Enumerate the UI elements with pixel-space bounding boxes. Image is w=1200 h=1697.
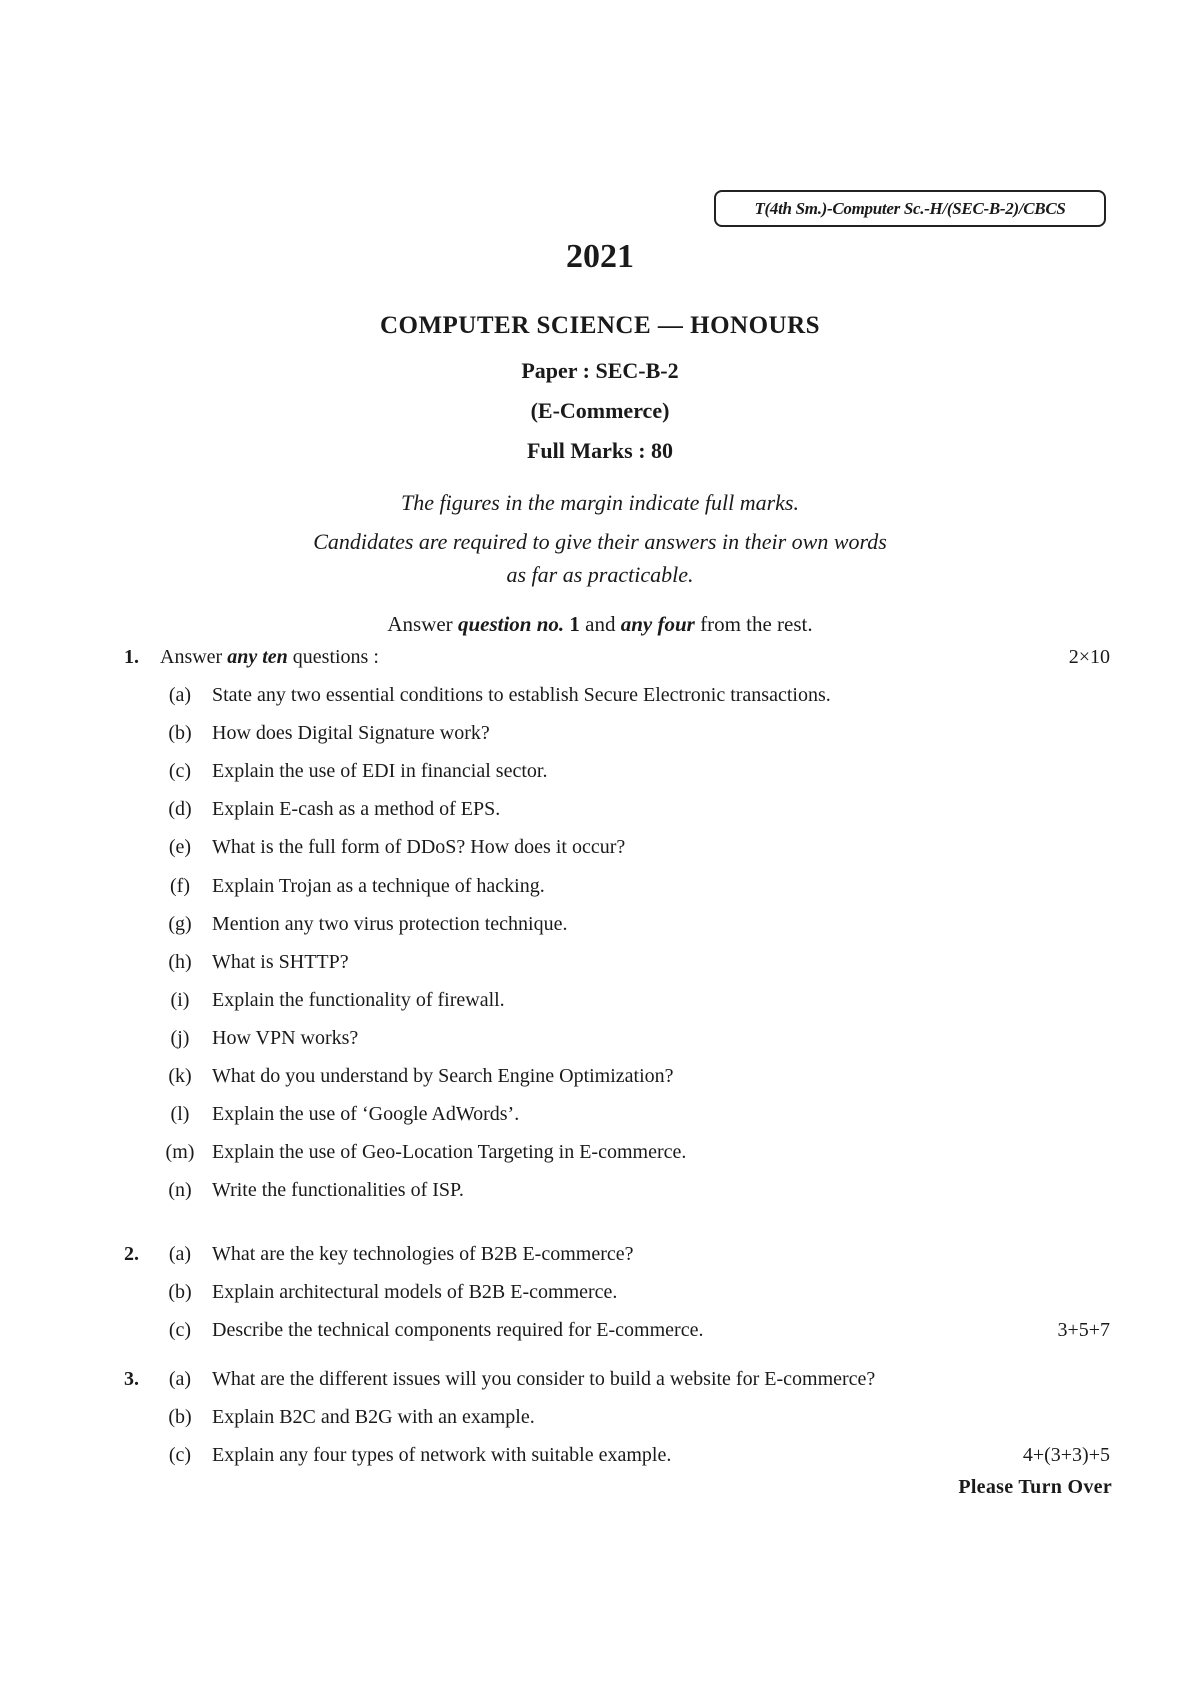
question-2-marks: 3+5+7 xyxy=(1057,1319,1110,1341)
sub-question-label: (m) xyxy=(165,1141,195,1164)
question-1-stem: Answer any ten questions : xyxy=(160,646,379,668)
sub-question-text: Mention any two virus protection technique. xyxy=(212,912,568,935)
sub-question-text: Explain Trojan as a technique of hacking. xyxy=(212,874,545,897)
sub-question-text: What are the different issues will you consider to build a website for E-commerce? xyxy=(212,1368,876,1390)
full-marks: Full Marks : 80 xyxy=(526,438,674,463)
course-name: (E-Commerce) xyxy=(530,398,670,423)
sub-question-text: Explain the use of ‘Google AdWords’. xyxy=(212,1103,520,1126)
sub-question-label: (a) xyxy=(168,1243,192,1265)
sub-question-text: Explain any four types of network with suitable example. xyxy=(212,1444,672,1467)
sub-question-label: (b) xyxy=(168,722,192,745)
paper-code: T(4th Sm.)-Computer Sc.-H/(SEC-B-2)/CBCS xyxy=(754,198,1066,218)
subject-title: COMPUTER SCIENCE — HONOURS xyxy=(379,312,821,339)
question-3-marks: 4+(3+3)+5 xyxy=(1022,1444,1110,1466)
sub-question-text: Explain architectural models of B2B E-commerce. xyxy=(212,1281,618,1304)
sub-question-label: (n) xyxy=(168,1179,192,1202)
sub-question-text: Explain the use of EDI in financial sector. xyxy=(212,760,548,783)
sub-question-text: Explain the use of Geo-Location Targeting in E-commerce. xyxy=(212,1141,687,1164)
question-1-number: 1. xyxy=(124,646,139,668)
sub-question-label: (f) xyxy=(170,874,190,897)
sub-question-text: State any two essential conditions to establish Secure Electronic transactions. xyxy=(212,684,831,706)
sub-question-label: (i) xyxy=(170,988,190,1011)
paper-name: Paper : SEC-B-2 xyxy=(521,358,679,383)
note-line-3: as far as practicable. xyxy=(506,562,694,587)
exam-year: 2021 xyxy=(566,238,634,275)
answer-instruction: Answer question no. 1 and any four from the rest. xyxy=(387,612,813,636)
sub-question-label: (a) xyxy=(168,1368,192,1390)
sub-question-label: (g) xyxy=(168,912,192,935)
sub-question-text: What is SHTTP? xyxy=(212,950,349,973)
sub-question-text: Explain the functionality of firewall. xyxy=(212,988,505,1011)
note-line-1: The figures in the margin indicate full marks. xyxy=(400,490,799,515)
sub-question-label: (e) xyxy=(168,836,192,859)
question-2-number: 2. xyxy=(124,1243,139,1265)
sub-question-label: (a) xyxy=(168,684,192,706)
sub-question-text: How VPN works? xyxy=(212,1026,359,1049)
question-1-marks: 2×10 xyxy=(1068,646,1110,668)
sub-question-label: (b) xyxy=(168,1281,192,1304)
question-3-number: 3. xyxy=(124,1368,139,1390)
sub-question-label: (c) xyxy=(168,760,192,783)
sub-question-label: (h) xyxy=(168,950,192,973)
sub-question-label: (c) xyxy=(168,1319,192,1342)
sub-question-label: (j) xyxy=(170,1026,190,1049)
sub-question-label: (d) xyxy=(168,798,192,821)
sub-question-text: What are the key technologies of B2B E-commerce? xyxy=(212,1243,634,1265)
sub-question-text: What do you understand by Search Engine Optimization? xyxy=(212,1065,674,1087)
sub-question-label: (c) xyxy=(168,1444,192,1467)
please-turn-over: Please Turn Over xyxy=(958,1476,1112,1498)
sub-question-text: How does Digital Signature work? xyxy=(212,722,490,745)
sub-question-text: Explain B2C and B2G with an example. xyxy=(212,1406,535,1429)
sub-question-label: (b) xyxy=(168,1406,192,1429)
sub-question-text: What is the full form of DDoS? How does it occur? xyxy=(212,836,626,859)
sub-question-text: Explain E-cash as a method of EPS. xyxy=(212,798,501,821)
paper-code-box xyxy=(714,190,1106,227)
note-line-2: Candidates are required to give their answers in their own words xyxy=(313,529,887,554)
sub-question-label: (k) xyxy=(168,1065,192,1087)
sub-question-label: (l) xyxy=(170,1103,190,1126)
sub-question-text: Describe the technical components required for E-commerce. xyxy=(212,1319,704,1342)
sub-question-text: Write the functionalities of ISP. xyxy=(212,1179,464,1202)
